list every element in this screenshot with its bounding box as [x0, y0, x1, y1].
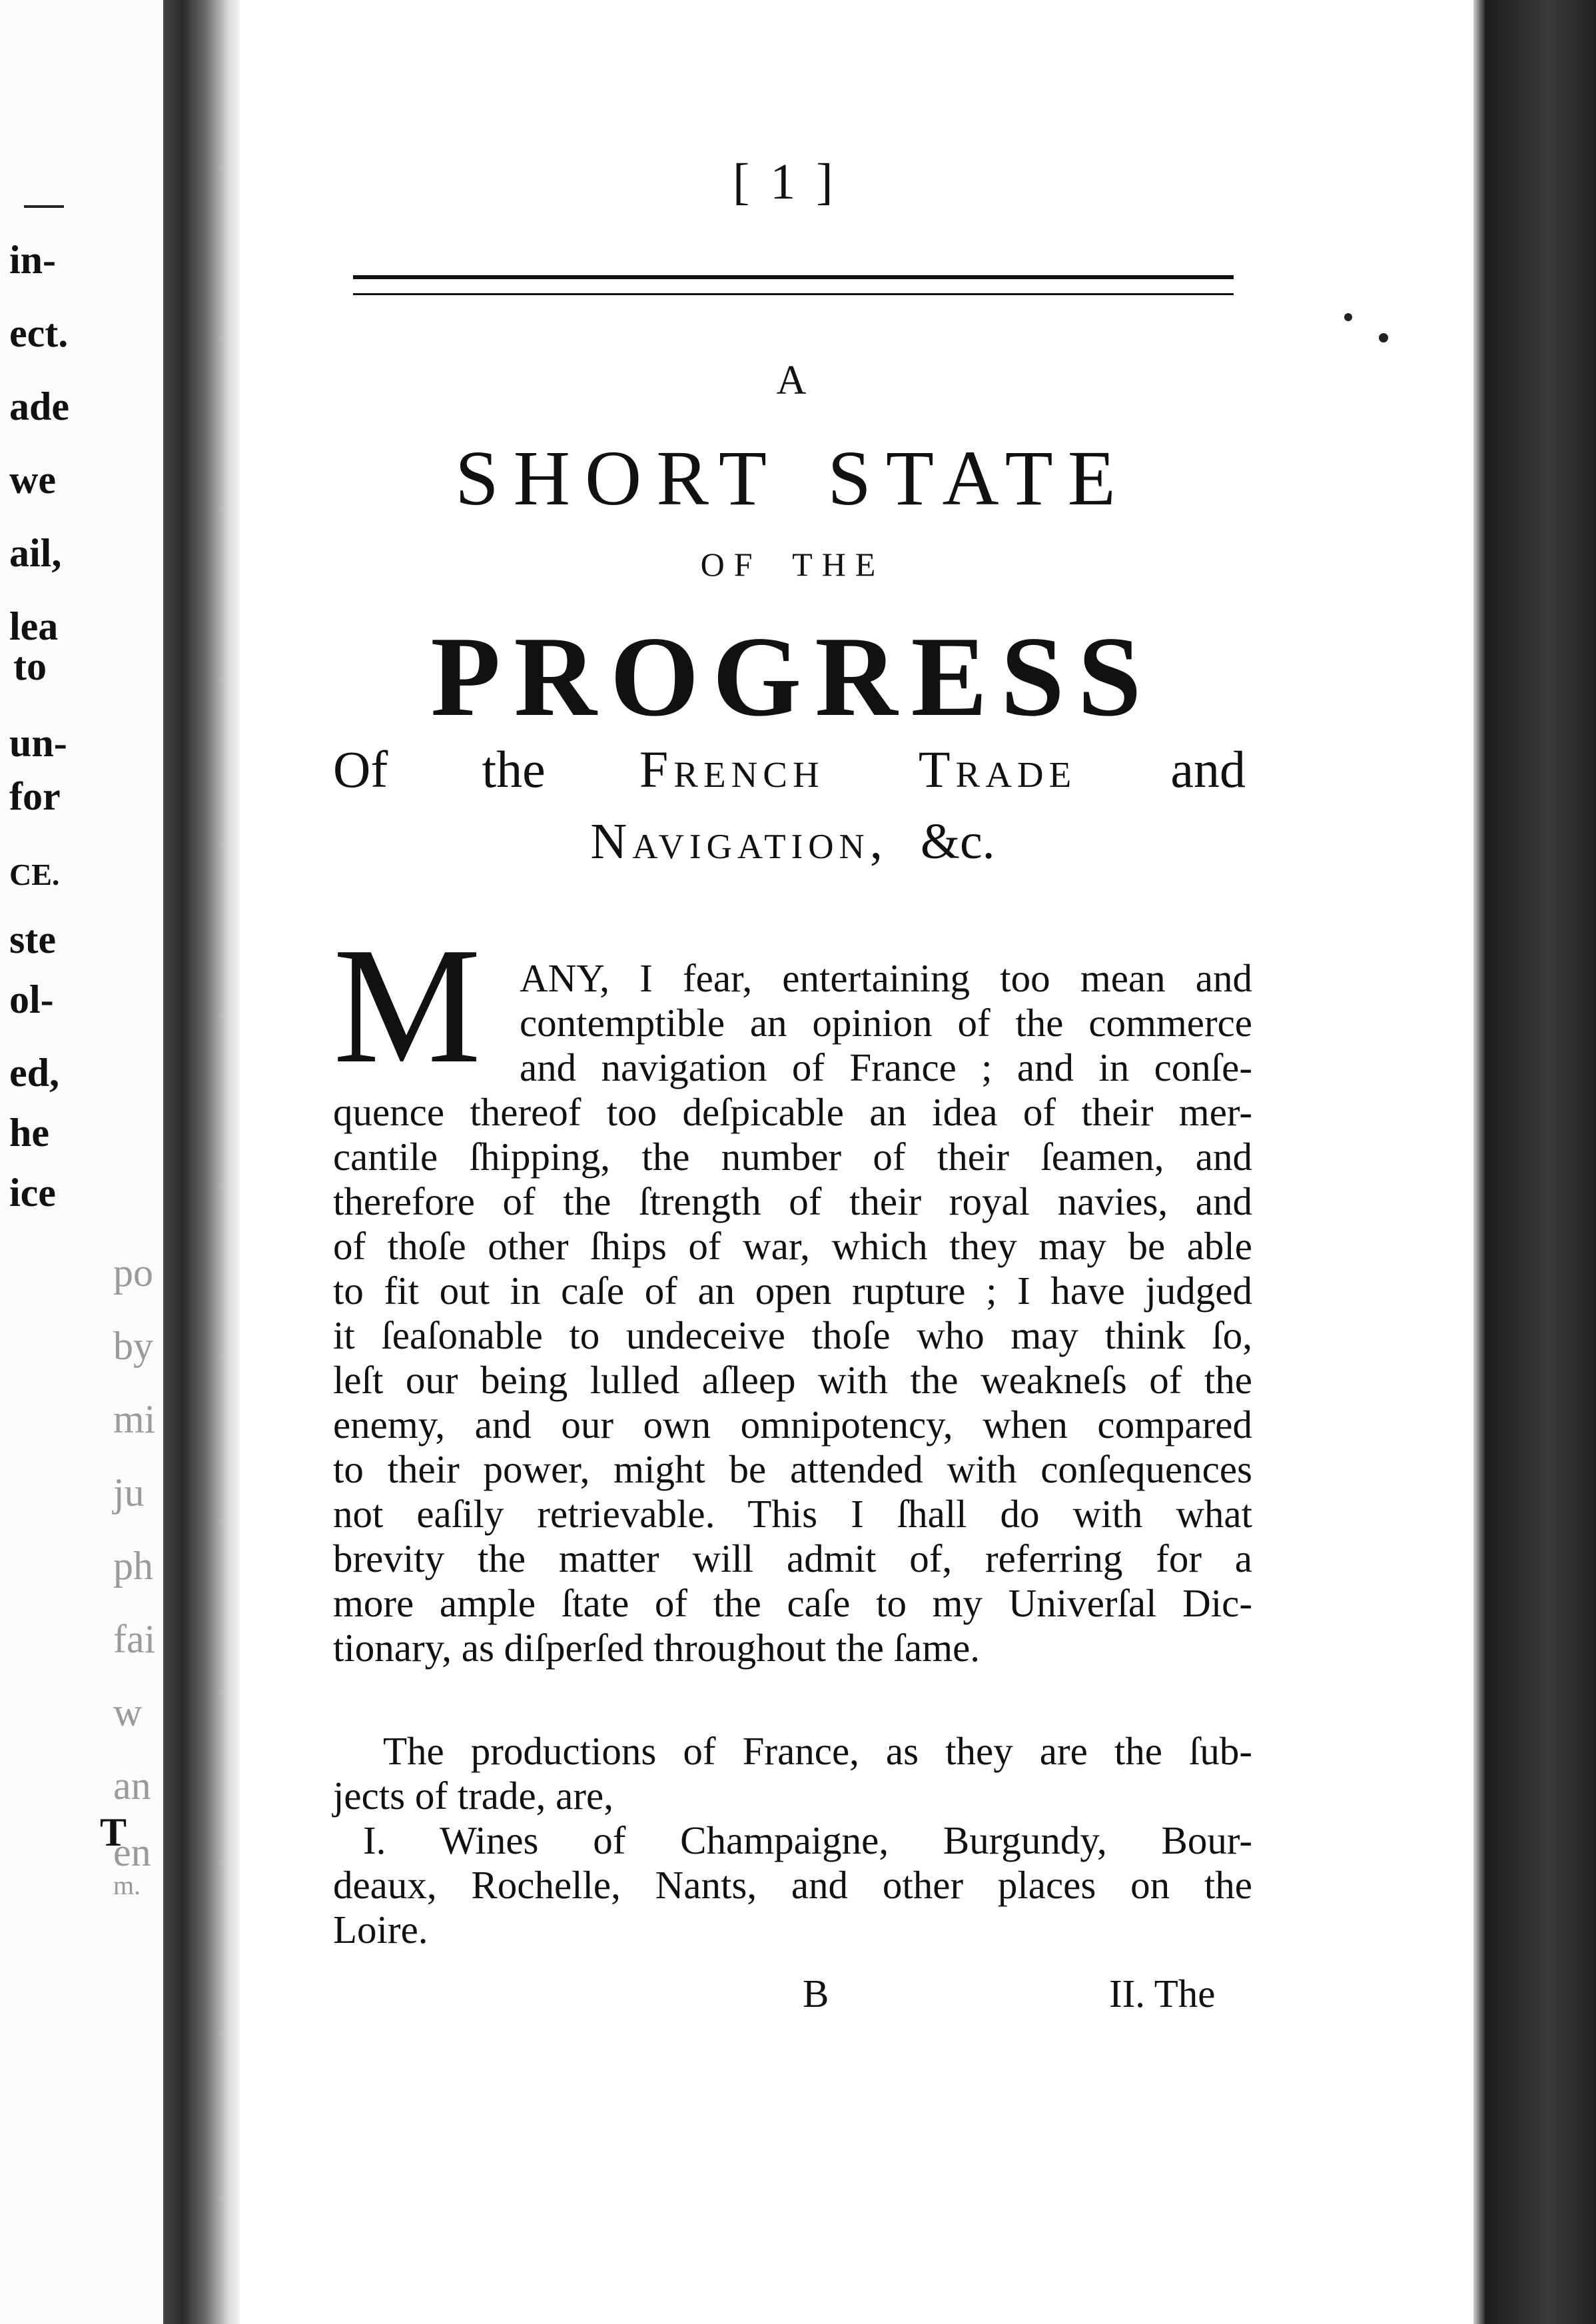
header-rule-thin: [353, 293, 1234, 295]
title-trade: Trade: [918, 740, 1077, 798]
facing-fragment: ol-: [9, 977, 54, 1021]
facing-fragment: en: [113, 1830, 151, 1874]
text-line: ANY, I fear, entertaining too mean and: [520, 956, 1252, 1000]
text-line: therefore of the ſtrength of their royal navies, and: [333, 1179, 1252, 1223]
facing-fragment: ph: [113, 1544, 153, 1588]
text-line: deaux, Rochelle, Nants, and other places on the: [333, 1863, 1252, 1907]
text-line: tionary, as diſperſed throughout the ſame.: [333, 1626, 981, 1670]
facing-fragment: ed,: [9, 1051, 59, 1095]
facing-fragment: un-: [9, 721, 67, 765]
text-line: and navigation of France ; and in conſe-: [520, 1045, 1252, 1089]
title-french-trade: [333, 740, 1246, 800]
facing-fragment: to: [13, 644, 47, 688]
title-of-the-lower: Of the: [333, 740, 546, 798]
facing-fragment: for: [9, 774, 61, 818]
facing-fragment: ice: [9, 1171, 56, 1215]
ink-speck: [1379, 333, 1388, 342]
facing-fragment: ste: [9, 917, 56, 961]
facing-fragment: an: [113, 1764, 151, 1808]
facing-fragment: lea: [9, 604, 59, 648]
facing-fragment: ade: [9, 384, 69, 428]
facing-fragment: ail,: [9, 531, 62, 575]
facing-fragment: po: [113, 1251, 153, 1295]
facing-fragment: we: [9, 458, 56, 502]
facing-fragment: m.: [113, 1870, 141, 1900]
text-line: cantile ſhipping, the number of their ſeamen, and: [333, 1135, 1252, 1179]
facing-fragment: CE.: [9, 858, 60, 891]
title-a: A: [776, 358, 809, 403]
catchword: II. The: [1109, 1972, 1216, 2016]
title-navigation-word: Navigation,: [590, 814, 888, 870]
facing-fragment: ju: [113, 1470, 145, 1514]
title-and: and: [1170, 740, 1246, 798]
text-line: enemy, and our own omnipotency, when compared: [333, 1403, 1252, 1447]
text-line: brevity the matter will admit of, referring for a: [333, 1536, 1252, 1580]
facing-fragment: he: [9, 1111, 49, 1155]
page-right-edge: [1473, 0, 1596, 2324]
text-line: not eaſily retrievable. This I ſhall do with what: [333, 1492, 1252, 1536]
text-line: jects of trade, are,: [333, 1774, 613, 1818]
facing-fragment: w: [113, 1690, 143, 1734]
drop-cap: M: [333, 913, 482, 1098]
header-rule-thick: [353, 275, 1234, 279]
facing-fragment: mi: [113, 1397, 156, 1441]
text-line: contemptible an opinion of the commerce: [520, 1001, 1252, 1045]
facing-page-rule: [24, 205, 64, 208]
text-line: The productions of France, as they are the ſub-: [383, 1729, 1252, 1773]
text-line: to fit out in caſe of an open rupture ; I have judged: [333, 1269, 1252, 1313]
paragraph-2: [333, 1729, 1252, 1952]
text-line: Loire.: [333, 1908, 428, 1952]
title-french: French: [639, 740, 825, 798]
signature-mark: B: [803, 1972, 829, 2016]
text-line: I. Wines of Champaigne, Burgundy, Bour-: [363, 1818, 1252, 1862]
text-line: leſt our being lulled aſleep with the weakneſs of the: [333, 1358, 1252, 1402]
title-progress: PROGRESS: [430, 614, 1155, 740]
facing-fragment: by: [113, 1324, 153, 1368]
facing-fragment: T: [100, 1810, 127, 1854]
page-number: [ 1 ]: [733, 154, 837, 210]
title-short-state: SHORT STATE: [455, 434, 1130, 522]
ink-speck: [1344, 313, 1352, 321]
title-navigation: [333, 813, 1252, 871]
title-etc: &c.: [920, 814, 995, 870]
page-gutter-shadow: [163, 0, 240, 2324]
text-line: more ample ſtate of the caſe to my Univerſal Dic-: [333, 1581, 1252, 1625]
facing-fragment: in-: [9, 238, 57, 282]
facing-page-fragment: [0, 0, 163, 2324]
text-line: it ſeaſonable to undeceive thoſe who may think ſo,: [333, 1313, 1252, 1357]
title-of-the: OF THE: [700, 546, 885, 583]
text-line: of thoſe other ſhips of war, which they may be able: [333, 1224, 1252, 1268]
text-line: quence thereof too deſpicable an idea of their mer-: [333, 1090, 1252, 1134]
facing-fragment: fai: [113, 1617, 156, 1661]
text-line: to their power, might be attended with conſequences: [333, 1447, 1252, 1491]
paragraph-1: [333, 956, 1252, 1670]
facing-fragment: ect.: [9, 311, 69, 355]
